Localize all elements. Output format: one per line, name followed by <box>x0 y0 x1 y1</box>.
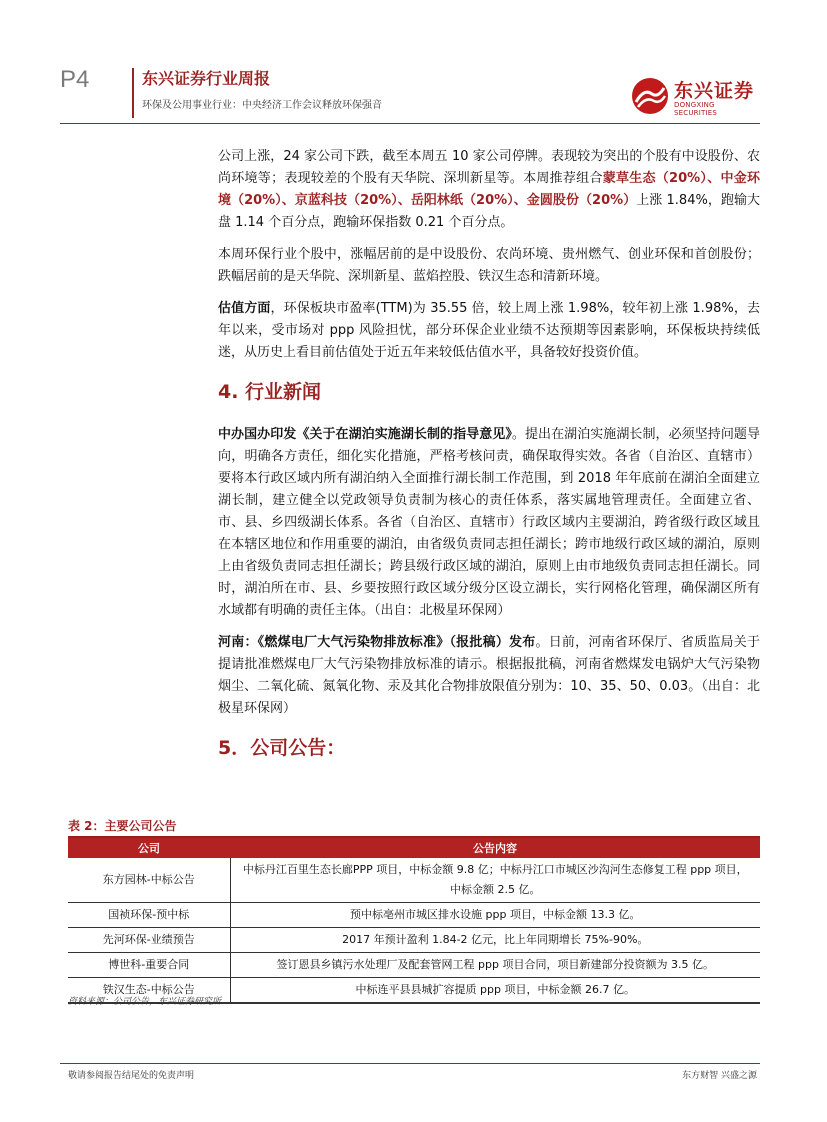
cell-company: 国祯环保-预中标 <box>68 903 230 928</box>
text-span: 公司上涨，24 家公司下跌，截至本周五 10 家公司停牌。表现较为突出的个股有中设股份、农尚环境等；表现较差的个股有天华院、深圳新星等。本周推荐组合 <box>218 149 760 186</box>
cell-company: 先河环保-业绩预告 <box>68 928 230 953</box>
news-item-lake-chief <box>218 424 760 622</box>
header-rule <box>60 123 760 124</box>
news-body: 。提出在湖泊实施湖长制，必须坚持问题导向，明确各方责任，细化实化措施，严格考核问责，确保取得实效。各省（自治区、直辖市）要将本行政区域内所有湖泊纳入全面推行湖长制工作范围，到 2018 年年底前在湖泊全面建立湖长制，建立健全以党政领导负责制为核心的责任体系，落实属地管理责任。全面建立省、市、县、乡四级湖长体系。各省（自治区、直辖市）行政区域内主要湖泊，跨省级行政区域且在本辖区地位和作用重要的湖泊，由省级负责同志担任湖长；跨市地级行政区域的湖泊，原则上由省级负责同志担任湖长；跨县级行政区域的湖泊，原则上由市地级负责同志担任湖长。同时，湖泊所在市、县、乡要按照行政区域分级分区设立湖长，实行网格化管理，确保湖区所有水域都有明确的责任主体。（出自：北极星环保网） <box>218 427 760 618</box>
column-header-company: 公司 <box>68 837 230 858</box>
table-caption: 表 2：主要公司公告 <box>68 819 177 833</box>
report-subtitle: 环保及公用事业行业：中央经济工作会议释放环保强音 <box>142 100 382 111</box>
valuation-label: 估值方面 <box>218 301 271 316</box>
column-header-content: 公告内容 <box>230 837 760 858</box>
header-divider <box>132 68 134 118</box>
page-number: P4 <box>60 66 90 93</box>
cell-content: 中标连平县县城扩容提质 ppp 项目，中标金额 26.7 亿。 <box>230 978 760 1004</box>
table-row <box>68 858 760 903</box>
section-heading-industry-news: 4. 行业新闻 <box>218 381 322 403</box>
logo-text-en: DONGXING SECURITIES <box>674 101 718 117</box>
logo-text-cn: 东兴证券 <box>674 80 755 102</box>
cell-company: 铁汉生态-中标公告 <box>68 978 230 1004</box>
table-source: 资料来源：公司公告，东兴证券研究所 <box>68 997 222 1007</box>
news-item-henan-standard <box>218 632 760 720</box>
table-row <box>68 903 760 928</box>
table-row <box>68 928 760 953</box>
section-heading-company-notices: 5．公司公告： <box>218 737 346 759</box>
main-content <box>218 146 760 780</box>
table-header-row <box>68 837 760 858</box>
cell-content: 预中标亳州市城区排水设施 ppp 项目，中标金额 13.3 亿。 <box>230 903 760 928</box>
recommended-portfolio: 蒙草生态（20%）、中金环境（20%）、京蓝科技（20%）、岳阳林纸（20%）、金圆股份（20%） <box>218 171 760 208</box>
news-title: 河南：《燃煤电厂大气污染物排放标准》（报批稿）发布 <box>218 635 536 650</box>
report-title: 东兴证券行业周报 <box>142 69 271 88</box>
table-row <box>68 953 760 978</box>
cell-company: 东方园林-中标公告 <box>68 858 230 903</box>
paragraph-valuation <box>218 298 760 364</box>
text-span: ，环保板块市盈率(TTM)为 35.55 倍，较上周上涨 1.98%，较年初上涨 1.98%，去年以来，受市场对 ppp 风险担忧，部分环保企业业绩不达预期等因素影响，环保板块持续低迷，从历史上看目前估值处于近五年来较低估值水平，具备较好投资价值。 <box>218 301 760 360</box>
news-body: 。日前，河南省环保厅、省质监局关于提请批准燃煤电厂大气污染物排放标准的请示。根据报批稿，河南省燃煤发电锅炉大气污染物烟尘、二氧化硫、氮氧化物、汞及其化合物排放限值分别为：10、35、50、0.03。（出自：北极星环保网） <box>218 635 760 716</box>
cell-content: 签订恩县乡镇污水处理厂及配套管网工程 ppp 项目合同，项目新建部分投资额为 3.5 亿。 <box>230 953 760 978</box>
text-span: 上涨 1.84%，跑输大盘 1.14 个百分点，跑输环保指数 0.21 个百分点。 <box>218 193 760 230</box>
cell-company: 博世科-重要合同 <box>68 953 230 978</box>
logo-emblem-icon <box>630 76 670 116</box>
company-notice-table <box>68 836 760 1004</box>
cell-content: 2017 年预计盈利 1.84-2 亿元，比上年同期增长 75%-90%。 <box>230 928 760 953</box>
company-logo <box>630 76 760 116</box>
paragraph-market-summary <box>218 146 760 234</box>
paragraph-top-movers: 本周环保行业个股中，涨幅居前的是中设股份、农尚环境、贵州燃气、创业环保和首创股份；跌幅居前的是天华院、深圳新星、蓝焰控股、铁汉生态和清新环境。 <box>218 247 760 284</box>
news-title: 中办国办印发《关于在湖泊实施湖长制的指导意见》 <box>218 427 512 442</box>
footer-slogan: 东方财智 兴盛之源 <box>682 1071 757 1081</box>
footer-disclaimer: 敬请参阅报告结尾处的免责声明 <box>68 1071 195 1081</box>
page-header <box>60 66 760 118</box>
cell-content: 中标丹江百里生态长廊PPP 项目，中标金额 9.8 亿；中标丹江口市城区沙沟河生态修复工程 ppp 项目，中标金额 2.5 亿。 <box>230 858 760 903</box>
footer-rule <box>60 1063 760 1064</box>
